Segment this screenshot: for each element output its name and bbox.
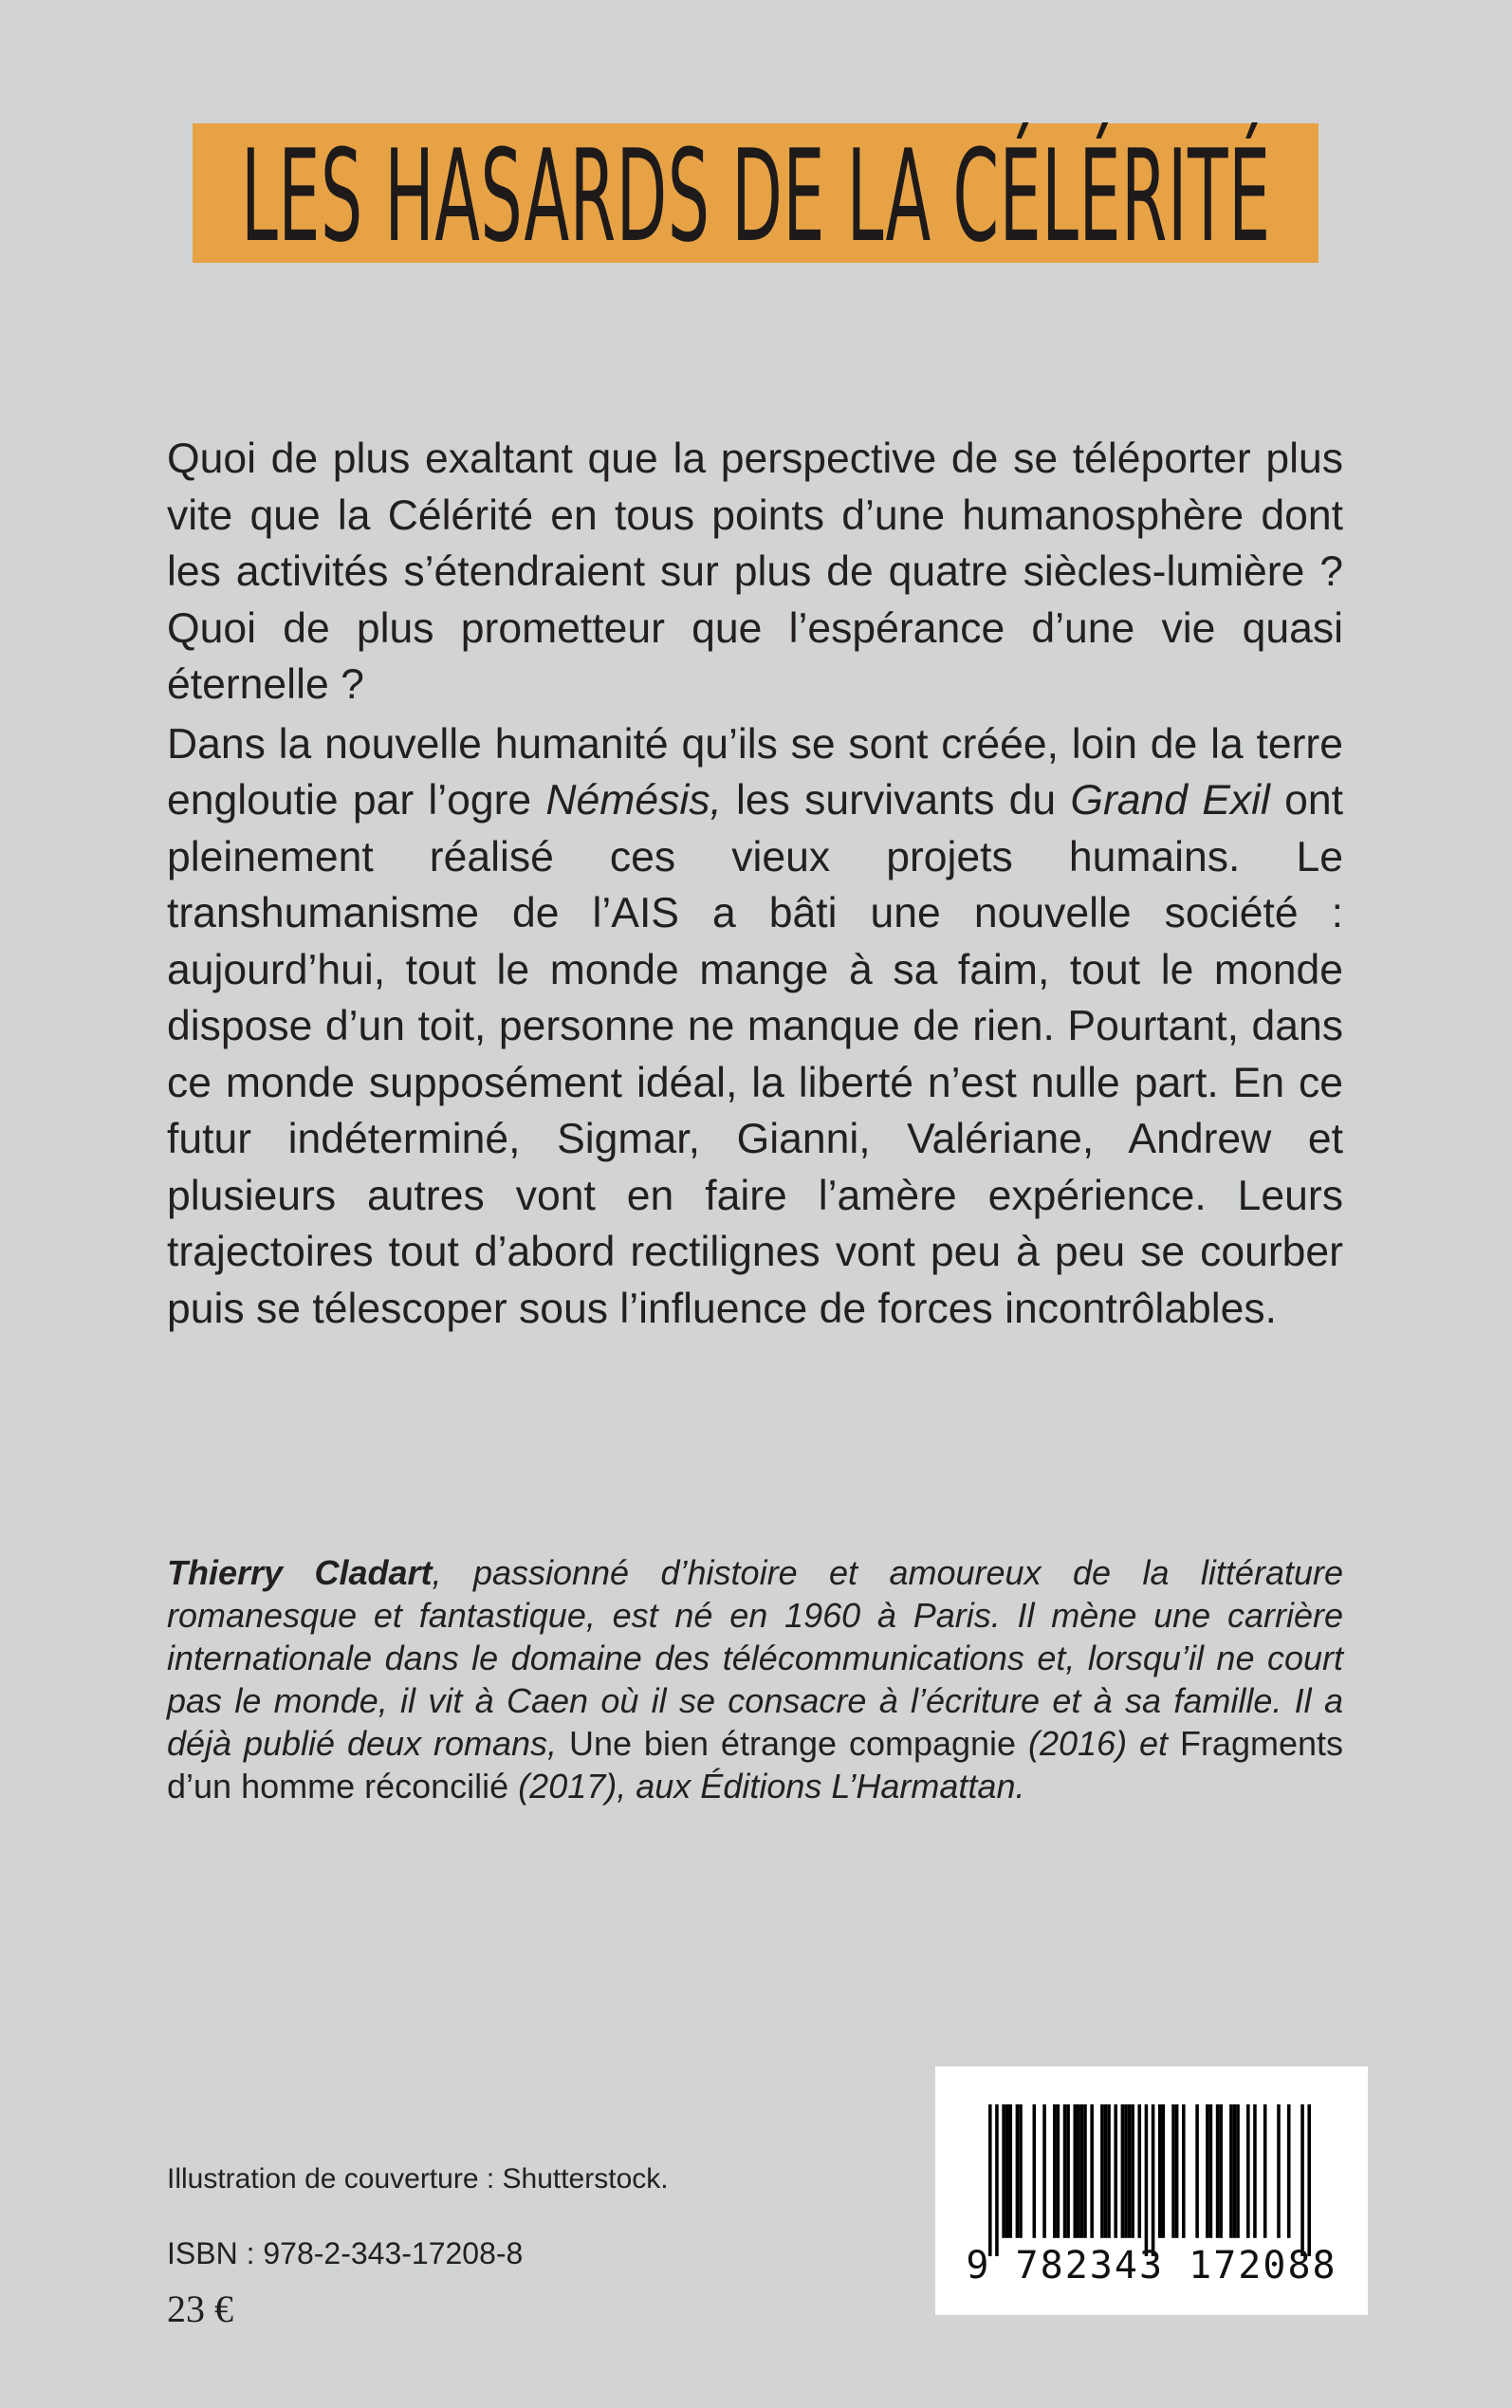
bio-book-1: Une bien étrange compagnie	[568, 1724, 1017, 1763]
blurb-paragraph-1: Quoi de plus exaltant que la perspective de se téléporter plus vite que la Célérité en tous points d’une humanosphère dont les activités s’étendraient sur plus de quatre siècles-lumière ? Quoi de plus prometteur que l’espérance d’une vie quasi éternelle ?	[167, 435, 1343, 708]
barcode-bar	[1077, 2104, 1080, 2238]
barcode-bar	[1246, 2104, 1250, 2238]
barcode-bar	[1253, 2104, 1257, 2238]
barcode-bar	[1057, 2104, 1060, 2238]
barcode-digits: 9 782343 172088	[966, 2244, 1337, 2288]
price: 23 €	[167, 2288, 233, 2330]
barcode-bar	[1236, 2104, 1240, 2238]
barcode-bar	[1206, 2104, 1209, 2238]
barcode-bar	[1128, 2104, 1132, 2238]
title-band	[193, 121, 1318, 270]
book-title: LES HASARDS DE LA CÉLÉRITÉ	[240, 121, 1271, 270]
barcode-bar	[1145, 2104, 1149, 2256]
blurb-grand-exil: Grand Exil	[1070, 777, 1270, 824]
blurb-paragraph-2	[167, 716, 1343, 1338]
barcode-bar	[988, 2104, 992, 2256]
isbn: ISBN : 978-2-343-17208-8	[167, 2236, 524, 2270]
barcode-bar	[1107, 2104, 1111, 2238]
barcode-bar	[1233, 2104, 1237, 2238]
barcode-bar	[1080, 2104, 1084, 2238]
barcode-bar	[1104, 2104, 1108, 2238]
barcode-bar	[1090, 2104, 1094, 2238]
barcode-bar	[1083, 2104, 1087, 2238]
barcode-bar	[1063, 2104, 1067, 2238]
barcode-bar	[1008, 2104, 1012, 2238]
barcode-bar	[1053, 2104, 1057, 2238]
barcode-bar	[1042, 2104, 1046, 2238]
author-name: Thierry Cladart	[167, 1553, 433, 1592]
blurb-nemesis: Némésis,	[545, 777, 722, 824]
blurb-p2-part-c: ont pleinement réalisé ces vieux projets humains. Le transhumanisme de l’AIS a bâti une nouvelle société : aujourd’hui, tout le monde mange à sa faim, tout le monde dispose d’un toit, personne ne manque de rien. Pourtant, dans ce monde supposément idéal, la liberté n’est nulle part. En ce futur indéterminé, Sigmar, Gianni, Valériane, Andrew et plusieurs autres vont en faire l’amère expérience. Leurs trajectoires tout d’abord rectilignes vont peu à peu se courber puis se télescoper sous l’influence de forces incontrôlables.	[167, 777, 1343, 1332]
barcode-bar	[1158, 2104, 1162, 2238]
barcode-bar	[1171, 2104, 1175, 2238]
barcode-bar	[1263, 2104, 1267, 2238]
back-cover-blurb	[167, 431, 1343, 1337]
barcode-bar	[1131, 2104, 1134, 2238]
barcode-bar	[1124, 2104, 1128, 2238]
barcode-bar	[1219, 2104, 1223, 2238]
barcode-bar	[1182, 2104, 1186, 2238]
barcode-bar	[1121, 2104, 1125, 2238]
barcode-bar	[1100, 2104, 1104, 2238]
bio-book-2: Fragments d’un homme réconcilié	[167, 1724, 1344, 1806]
barcode-bar	[1277, 2104, 1281, 2238]
barcode-bar	[1175, 2104, 1179, 2238]
barcode-bar	[1005, 2104, 1009, 2238]
barcode-bar	[1229, 2104, 1233, 2238]
barcode-bar	[1019, 2104, 1023, 2238]
barcode-bar	[1016, 2104, 1020, 2238]
barcode-bar	[1002, 2104, 1005, 2238]
barcode-bar	[1073, 2104, 1077, 2238]
barcode-bars	[988, 2104, 1311, 2256]
barcode-bar	[1216, 2104, 1220, 2238]
barcode-bar	[1137, 2104, 1141, 2238]
barcode-bar	[1114, 2104, 1117, 2238]
barcode-bar	[1287, 2104, 1291, 2238]
blurb-p2-part-a: Dans la nouvelle humanité qu’ils se sont créée, loin de la terre engloutie par l’ogre	[167, 720, 1343, 824]
barcode-bar	[1209, 2104, 1213, 2238]
barcode-bar	[1307, 2104, 1311, 2256]
illustration-credit: Illustration de couverture : Shutterstock.	[167, 2163, 669, 2195]
barcode-bar	[1162, 2104, 1166, 2238]
barcode-bar	[1195, 2104, 1199, 2238]
barcode-bar	[1033, 2104, 1037, 2238]
bio-text-c: (2017), aux Éditions L’Harmattan.	[508, 1767, 1025, 1806]
bio-text-b: (2016) et	[1016, 1724, 1180, 1763]
barcode	[935, 2066, 1368, 2315]
barcode-bar	[1152, 2104, 1155, 2256]
author-bio	[167, 1551, 1343, 1807]
author-bio-paragraph	[167, 1551, 1343, 1807]
barcode-bar	[1300, 2104, 1304, 2256]
barcode-bar	[1066, 2104, 1070, 2238]
blurb-p2-part-b: les survivants du	[721, 777, 1071, 824]
bio-text-a: , passionné d’histoire et amoureux de la littérature romanesque et fantastique, est né en 1960 à Paris. Il mène une carrière internationale dans le domaine des télécommunications et, lorsqu’il ne court pas le monde, il vit à Caen où il se consacre à l’écriture et à sa famille. Il a déjà publié deux romans,	[167, 1553, 1343, 1763]
barcode-bar	[995, 2104, 999, 2256]
